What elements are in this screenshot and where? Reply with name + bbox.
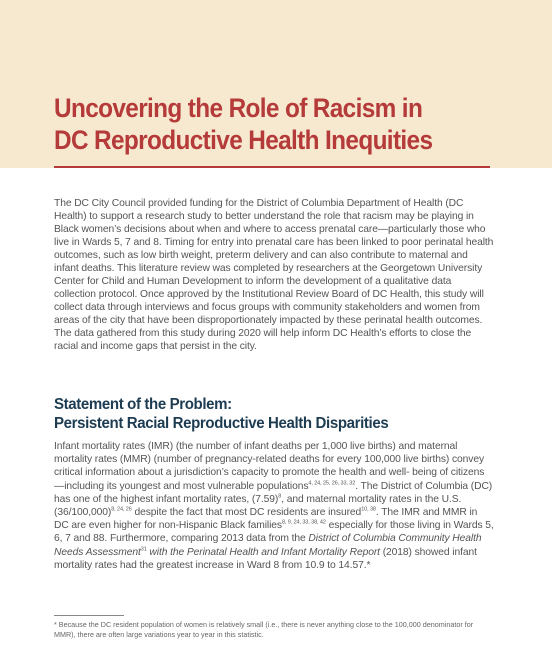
reference-marker: 4, 24, 25, 26, 33, 32 (308, 480, 356, 487)
title-divider (54, 166, 490, 168)
body-text-2: . The District of Columbia (DC) has one of the highest infant mortality rates, (7.59) (54, 480, 493, 505)
reference-marker: 8 (278, 493, 282, 500)
body-text-6: especially for those living in Wards 5, 6, 7 and 88. Furthermore, comparing 2013 data from the (54, 520, 494, 545)
footnote-divider (54, 615, 124, 616)
reference-marker: 31 (140, 546, 147, 553)
body-text-4: despite the fact that most DC residents are insured (131, 507, 362, 519)
page-title-line-1: Uncovering the Role of Racism in (54, 93, 423, 123)
body-text-3: , and maternal mortality rates in the U.S. (36/100,000) (54, 493, 462, 519)
citation-title-2: with the Perinatal Health and Infant Mortality Report (146, 546, 380, 558)
body-text-1: Infant mortality rates (IMR) (the number of infant deaths per 1,000 live births) and maternal mortality rates (MMR) (number of pregnancy-related deaths for every 100,000 live births) convey critical information about a jurisdiction’s capacity to promote the health and well- being of citizens—including its youngest and most vulnerable populations (54, 441, 485, 492)
citation-title-1: District of Columbia Community Health Needs Assessment (54, 533, 482, 558)
reference-marker: 10, 38 (361, 506, 376, 513)
intro-paragraph: The DC City Council provided funding for the District of Columbia Department of Health (DC Health) to support a research study to better understand the role that racism may be playing in Black women’s decisions about when and where to access prenatal care—particularly those who live in Wards 5, 7 and 8. Timing for entry into prenatal care has been linked to poor perinatal health outcomes, such as low birth weight, preterm delivery and can also contribute to maternal and infant deaths. This literature review was completed by researchers at the Georgetown University Center for Child and Human Development to inform the development of a qualitative data collection protocol. Once approved by the Institutional Review Board of DC Health, this study will collect data through interviews and focus groups with community stakeholders and women from areas of the city that have been disproportionately impacted by these perinatal health outcomes. The data gathered from this study during 2020 will help inform DC Health’s efforts to close the racial and income gaps that persist in the city. (54, 198, 494, 352)
footnote: * Because the DC resident population of women is relatively small (i.e., there is never anything close to the 100,000 denominator for MMR), there are often large variations year to year in this statistic. (54, 620, 474, 639)
body-text-7: (2018) showed infant mortality rates had the greatest increase in Ward 8 from 10.9 to 14.57.* (54, 546, 477, 571)
reference-marker: 8, 24, 26 (111, 506, 132, 513)
section-heading (54, 395, 468, 433)
section-heading-line-2: Persistent Racial Reproductive Health Disparities (54, 415, 389, 432)
page-title-line-2: DC Reproductive Health Inequities (54, 125, 433, 155)
page-title (54, 92, 486, 156)
body-text-5: . The IMR and MMR in DC are even higher for non-Hispanic Black families (54, 507, 478, 532)
body-paragraph (54, 440, 494, 572)
section-heading-line-1: Statement of the Problem: (54, 396, 232, 413)
reference-marker: 8, 9, 24, 33, 38, 42 (281, 519, 326, 526)
